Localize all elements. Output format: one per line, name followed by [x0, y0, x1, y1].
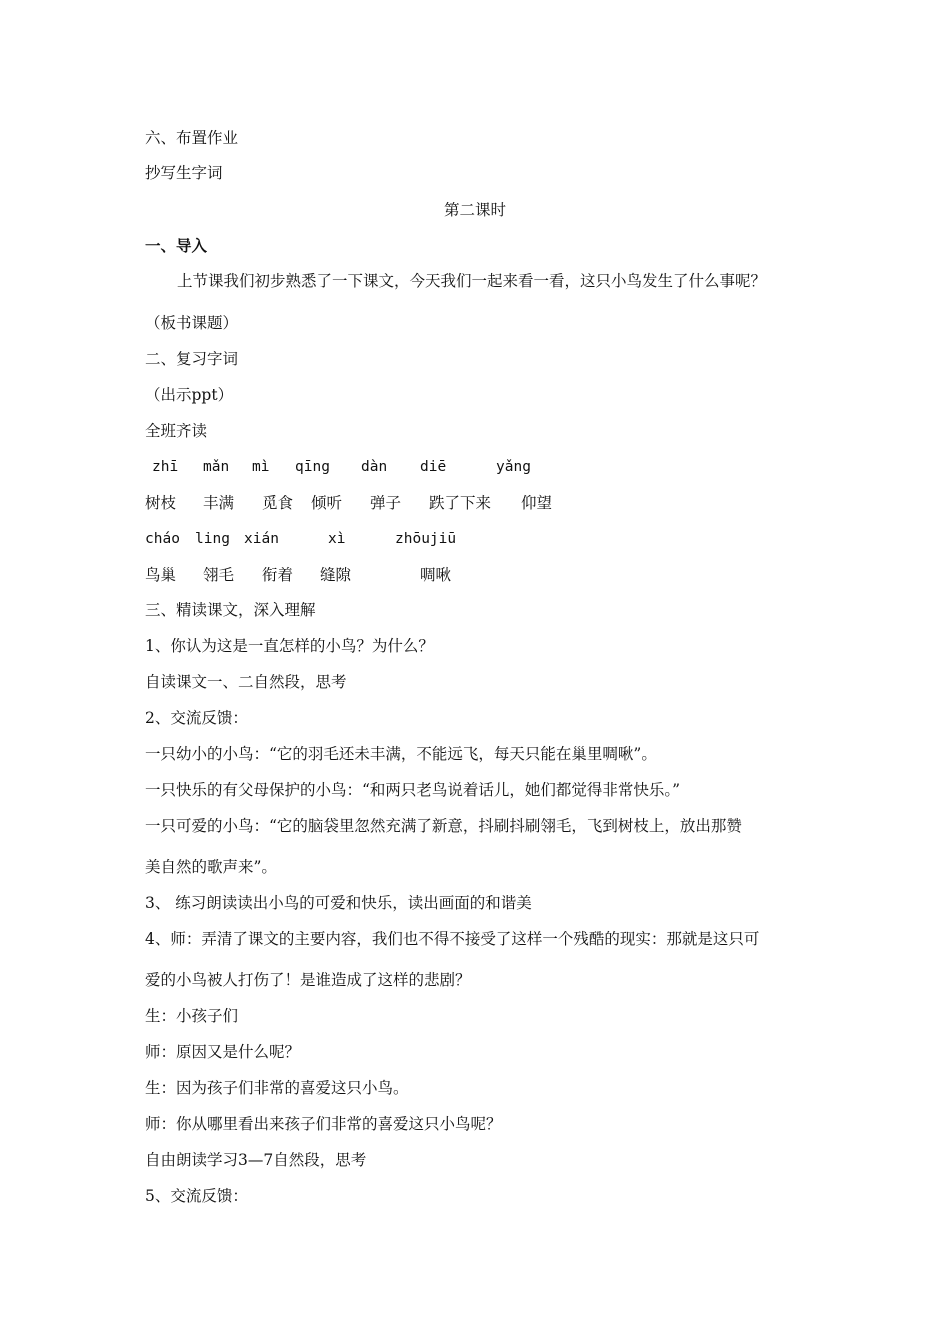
vocab-word: 弹子 [370, 494, 402, 512]
homework-text: 抄写生字词 [145, 164, 223, 182]
section-two-heading: 二、复习字词 [145, 350, 239, 368]
pinyin-item: xì [328, 531, 346, 547]
vocab-word: 丰满 [203, 494, 235, 512]
question-3: 3、 练习朗读读出小鸟的可爱和快乐，读出画面的和谐美 [145, 894, 532, 912]
pinyin-item: dàn [361, 459, 388, 475]
dialogue-5: 自由朗读学习3—7自然段，思考 [145, 1151, 367, 1169]
pinyin-item: mǎn [203, 459, 230, 475]
dialogue-4: 师：你从哪里看出来孩子们非常的喜爱这只小鸟呢？ [145, 1115, 502, 1133]
pinyin-item: zhōujiū [395, 531, 457, 547]
words-row-1 [0, 493, 950, 513]
board-note: （板书课题） [145, 314, 239, 332]
vocab-word: 树枝 [145, 494, 177, 512]
section-three-heading: 三、精读课文，深入理解 [145, 601, 316, 619]
vocab-word: 仰望 [521, 494, 553, 512]
dialogue-1: 生：小孩子们 [145, 1007, 239, 1025]
pinyin-item: ling [195, 531, 230, 547]
pinyin-item: qīng [295, 459, 330, 475]
pinyin-item: yǎng [496, 459, 531, 475]
dialogue-3: 生：因为孩子们非常的喜爱这只小鸟。 [145, 1079, 409, 1097]
question-4-line-2: 爱的小鸟被人打伤了！是谁造成了这样的悲剧？ [145, 971, 471, 989]
vocab-word: 觅食 [262, 494, 294, 512]
vocab-word: 跌了下来 [429, 494, 492, 512]
section-one-heading: 一、导入 [145, 236, 208, 255]
vocab-word: 翎毛 [203, 566, 235, 584]
vocab-word: 缝隙 [320, 566, 352, 584]
pinyin-item: xián [244, 531, 279, 547]
feedback-3-line-2: 美自然的歌声来”。 [145, 858, 277, 876]
question-5: 5、交流反馈： [145, 1187, 248, 1205]
pinyin-item: zhī [152, 459, 179, 475]
dialogue-2: 师：原因又是什么呢？ [145, 1043, 301, 1061]
question-1-instruction: 自读课文一、二自然段，思考 [145, 673, 347, 691]
class-read-note: 全班齐读 [145, 422, 208, 440]
vocab-word: 衔着 [262, 566, 294, 584]
feedback-2: 一只快乐的有父母保护的小鸟：“和两只老鸟说着话儿，她们都觉得非常快乐。” [145, 781, 681, 799]
section-six-heading: 六、布置作业 [145, 129, 239, 147]
vocab-word: 啁啾 [420, 566, 452, 584]
pinyin-item: cháo [145, 531, 180, 547]
question-2: 2、交流反馈： [145, 709, 248, 727]
pinyin-row-2 [0, 529, 950, 549]
question-1: 1、你认为这是一直怎样的小鸟？为什么？ [145, 637, 434, 655]
pinyin-item: diē [420, 459, 447, 475]
feedback-1: 一只幼小的小鸟：“它的羽毛还未丰满，不能远飞，每天只能在巢里啁啾”。 [145, 745, 657, 763]
question-4-line-1: 4、师：弄清了课文的主要内容，我们也不得不接受了这样一个残酷的现实：那就是这只可 [145, 930, 760, 948]
words-row-2 [0, 565, 950, 585]
feedback-3-line-1: 一只可爱的小鸟：“它的脑袋里忽然充满了新意，抖刷抖刷翎毛，飞到树枝上，放出那赞 [145, 817, 742, 835]
pinyin-row-1 [0, 457, 950, 477]
lesson-title: 第二课时 [443, 201, 506, 219]
ppt-note: （出示ppt） [145, 386, 234, 404]
vocab-word: 倾听 [311, 494, 343, 512]
vocab-word: 鸟巢 [145, 566, 177, 584]
intro-paragraph: 上节课我们初步熟悉了一下课文，今天我们一起来看一看，这只小鸟发生了什么事呢？ [177, 272, 767, 290]
pinyin-item: mì [252, 459, 270, 475]
